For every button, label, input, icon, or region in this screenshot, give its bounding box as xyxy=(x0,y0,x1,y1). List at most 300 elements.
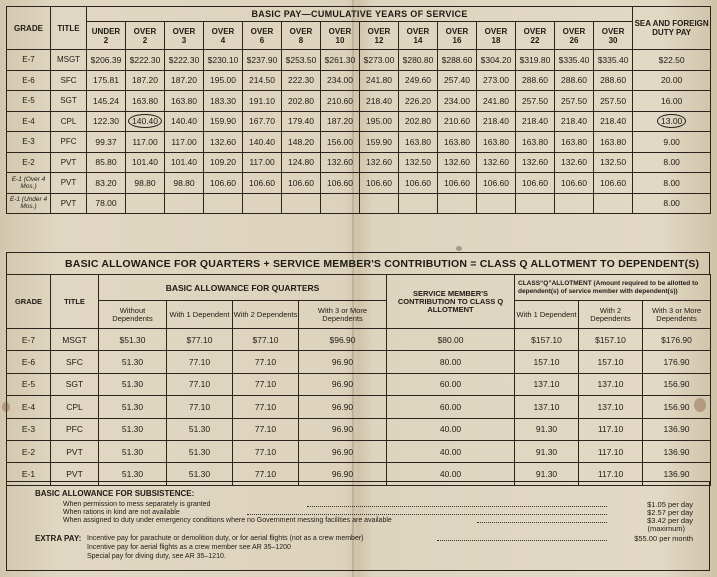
baq-title-cell: PVT xyxy=(51,440,99,462)
pay-value: 163.80 xyxy=(483,136,509,147)
extra-pay-label: EXTRA PAY: xyxy=(35,534,82,543)
baq-grade-cell: E-2 xyxy=(7,440,51,462)
pay-value-cell xyxy=(555,50,594,71)
pay-title-cell: PFC xyxy=(51,132,87,153)
pay-grade-cell: E-6 xyxy=(7,70,51,91)
pay-value-cell xyxy=(360,173,399,194)
pay-value: 101.40 xyxy=(171,157,197,168)
pay-value-cell xyxy=(87,91,126,112)
years-header-prefix: OVER xyxy=(406,26,430,36)
pay-value: 163.80 xyxy=(444,136,470,147)
pay-value-cell xyxy=(399,50,438,71)
pay-grade-cell: E-3 xyxy=(7,132,51,153)
extra-pay-line-amount: $55.00 per month xyxy=(634,534,693,543)
contrib-value-cell: 40.00 xyxy=(387,440,515,462)
pay-value: 241.80 xyxy=(483,95,509,106)
subsistence-line-amount: $3.42 per day xyxy=(647,516,693,525)
pay-value-cell xyxy=(282,193,321,214)
pay-value: 132.60 xyxy=(522,157,548,168)
pay-value: 132.60 xyxy=(561,157,587,168)
pay-value: 214.50 xyxy=(249,75,275,86)
years-header-prefix: OVER xyxy=(250,26,274,36)
extra-pay-line-text: Incentive pay for aerial flights as a crew member see AR 35–1200 xyxy=(87,544,291,551)
pay-value: 210.60 xyxy=(444,116,470,127)
pay-value: $206.39 xyxy=(90,54,122,65)
sea-pay-value: 8.00 xyxy=(663,177,680,188)
pay-value-cell xyxy=(165,91,204,112)
classq-value-cell: 91.30 xyxy=(515,463,579,485)
subsistence-line-amount: $2.57 per day xyxy=(647,508,693,517)
pay-value-cell xyxy=(438,152,477,173)
pay-value-cell xyxy=(438,111,477,132)
pay-value: 132.60 xyxy=(210,136,236,147)
years-header-cell xyxy=(126,22,165,50)
pay-value: 163.80 xyxy=(405,136,431,147)
subsistence-maximum: (maximum) xyxy=(647,524,685,533)
classq-value-cell: 91.30 xyxy=(515,440,579,462)
pay-value: 83.20 xyxy=(95,177,117,188)
contrib-value-cell: 80.00 xyxy=(387,351,515,373)
baq-value-cell: 77.10 xyxy=(167,396,233,418)
pay-value-cell xyxy=(516,132,555,153)
pay-value-cell xyxy=(126,70,165,91)
pay-value: 106.60 xyxy=(522,177,548,188)
pay-value: 106.60 xyxy=(561,177,587,188)
pay-grade-cell: E-1 (Over 4 Mos.) xyxy=(7,173,51,194)
baq-value-cell: 77.10 xyxy=(233,373,299,395)
years-header-number: 2 xyxy=(103,35,109,45)
pay-value: 202.80 xyxy=(288,95,314,106)
pay-value: 99.37 xyxy=(95,136,117,147)
years-header-number: 8 xyxy=(298,35,304,45)
baq-value-cell: 96.90 xyxy=(299,373,387,395)
years-header-number: 10 xyxy=(335,35,345,45)
pay-value: 106.60 xyxy=(366,177,392,188)
pay-value: 101.40 xyxy=(132,157,158,168)
pay-value: 122.30 xyxy=(93,116,119,127)
pay-value: $304.20 xyxy=(480,54,512,65)
leader-dots xyxy=(307,500,607,507)
contrib-value-cell: 40.00 xyxy=(387,418,515,440)
years-header-cell xyxy=(399,22,438,50)
pay-value-cell xyxy=(399,173,438,194)
years-header-cell xyxy=(321,22,360,50)
classq-col-header: With 3 or More Dependents xyxy=(643,301,711,329)
pay-value: 218.40 xyxy=(366,95,392,106)
pay-value: 175.81 xyxy=(93,75,119,86)
pay-value-cell xyxy=(165,173,204,194)
baq-col-header: With 2 Dependents xyxy=(233,301,299,329)
pay-value: 288.60 xyxy=(600,75,627,86)
pay-value-cell xyxy=(87,193,126,214)
pay-value: 117.00 xyxy=(171,136,197,147)
classq-value-cell: $157.10 xyxy=(515,329,579,351)
leader-dots xyxy=(437,534,607,541)
pay-value: 117.00 xyxy=(249,157,275,168)
subsistence-section xyxy=(6,481,710,571)
pay-value: 117.00 xyxy=(132,136,158,147)
pay-value: $222.30 xyxy=(168,54,200,65)
pay-value: 140.40 xyxy=(249,136,275,147)
pay-value-cell xyxy=(594,193,633,214)
years-header-cell xyxy=(87,22,126,50)
pay-title-cell: SGT xyxy=(51,91,87,112)
pay-grade-cell: E-1 (Under 4 Mos.) xyxy=(7,193,51,214)
baq-value-cell: 77.10 xyxy=(167,373,233,395)
pay-value-cell xyxy=(399,152,438,173)
pay-value: $335.40 xyxy=(597,54,629,65)
classq-value-cell: 117.10 xyxy=(579,440,643,462)
years-header-number: 2 xyxy=(142,35,148,45)
pay-value-cell xyxy=(204,193,243,214)
pay-value-cell xyxy=(555,152,594,173)
pay-value-cell xyxy=(516,50,555,71)
baq-value-cell: 51.30 xyxy=(99,463,167,485)
pay-value: 109.20 xyxy=(210,157,236,168)
baq-title-cell: CPL xyxy=(51,396,99,418)
pay-value-cell xyxy=(360,91,399,112)
subsistence-max-line xyxy=(7,524,707,533)
pay-value-cell xyxy=(165,111,204,132)
pay-title-cell: PVT xyxy=(51,152,87,173)
pay-value-cell xyxy=(360,111,399,132)
pay-value-cell xyxy=(321,111,360,132)
pay-value-cell xyxy=(321,70,360,91)
pay-value: 187.20 xyxy=(132,75,158,86)
sea-pay-value: 9.00 xyxy=(663,136,680,147)
pay-value-cell xyxy=(204,111,243,132)
pay-table-body xyxy=(7,50,711,214)
baq-value-cell: 77.10 xyxy=(167,351,233,373)
pay-value-cell xyxy=(282,173,321,194)
pay-value: $335.40 xyxy=(558,54,590,65)
pay-value-cell xyxy=(321,193,360,214)
baq-title-cell: MSGT xyxy=(51,329,99,351)
pay-value-cell xyxy=(243,91,282,112)
years-header-row xyxy=(7,22,711,50)
pay-value-cell xyxy=(360,193,399,214)
years-header-prefix: OVER xyxy=(601,26,625,36)
pay-value-cell xyxy=(126,173,165,194)
sea-pay-cell xyxy=(633,50,711,71)
pay-value-cell xyxy=(399,91,438,112)
pay-value-cell xyxy=(516,173,555,194)
pay-value: 106.60 xyxy=(288,177,314,188)
pay-value: $288.60 xyxy=(441,54,473,65)
pay-value: 106.60 xyxy=(483,177,509,188)
pay-value-cell xyxy=(477,91,516,112)
pay-row xyxy=(7,132,711,153)
classq-col-header: With 1 Dependent xyxy=(515,301,579,329)
years-header-number: 22 xyxy=(530,35,540,45)
pay-value-cell xyxy=(87,152,126,173)
pay-value-cell xyxy=(165,152,204,173)
pay-value-cell xyxy=(282,91,321,112)
pay-row xyxy=(7,193,711,214)
baq-header-title: TITLE xyxy=(51,275,99,329)
pay-value-cell xyxy=(477,132,516,153)
years-header-number: 14 xyxy=(413,35,423,45)
pay-value-cell xyxy=(516,91,555,112)
pay-value-cell xyxy=(360,70,399,91)
extra-pay-line-text: Incentive pay for parachute or demolition duty, or for aerial flights (not as a crew member) xyxy=(87,535,364,542)
pay-value-cell xyxy=(126,91,165,112)
pay-value-cell xyxy=(126,132,165,153)
pay-value-cell xyxy=(399,193,438,214)
baq-value-cell: $96.90 xyxy=(299,329,387,351)
years-header-number: 30 xyxy=(608,35,618,45)
pay-value-cell xyxy=(204,173,243,194)
pay-value: 288.60 xyxy=(561,75,587,86)
baq-title-cell: PFC xyxy=(51,418,99,440)
pay-value: 222.30 xyxy=(288,75,314,86)
baq-value-cell: 96.90 xyxy=(299,396,387,418)
pay-value-cell xyxy=(477,173,516,194)
baq-section-title: BASIC ALLOWANCE FOR QUARTERS + SERVICE MEMBER'S CONTRIBUTION = CLASS Q ALLOTMENT TO DEPENDENT(S) xyxy=(6,252,710,274)
pay-row xyxy=(7,50,711,71)
classq-value-cell: 137.10 xyxy=(515,373,579,395)
classq-value-cell: 136.90 xyxy=(643,418,711,440)
classq-value-cell: 137.10 xyxy=(515,396,579,418)
pay-value: 288.60 xyxy=(522,75,548,86)
baq-value-cell: 96.90 xyxy=(299,463,387,485)
baq-grade-cell: E-3 xyxy=(7,418,51,440)
pay-value: $237.90 xyxy=(246,54,278,65)
pay-value-cell xyxy=(87,173,126,194)
classq-value-cell: 91.30 xyxy=(515,418,579,440)
pay-value: 273.00 xyxy=(483,75,509,86)
pay-value: 195.00 xyxy=(210,75,236,86)
pay-value-cell xyxy=(594,173,633,194)
sea-pay-value: 8.00 xyxy=(663,198,680,209)
baq-row xyxy=(7,440,711,462)
pay-value-cell xyxy=(360,50,399,71)
pay-value: 132.60 xyxy=(327,157,353,168)
years-header-cell xyxy=(477,22,516,50)
pay-value-cell xyxy=(204,132,243,153)
pay-value: 159.90 xyxy=(366,136,392,147)
pay-value-cell xyxy=(126,152,165,173)
pay-title-cell: PVT xyxy=(51,173,87,194)
pay-value: 140.40 xyxy=(128,114,162,128)
pay-row xyxy=(7,70,711,91)
ink-spot xyxy=(456,246,462,251)
pay-value-cell xyxy=(477,111,516,132)
classq-value-cell: 157.10 xyxy=(579,351,643,373)
pay-value: 163.80 xyxy=(561,136,587,147)
pay-value: 85.80 xyxy=(95,157,117,168)
baq-subheader-row xyxy=(7,301,711,329)
pay-value: 163.80 xyxy=(171,95,197,106)
pay-value-cell xyxy=(360,152,399,173)
sea-pay-cell xyxy=(633,193,711,214)
baq-table-body xyxy=(7,329,711,486)
years-header-cell xyxy=(243,22,282,50)
rust-stain xyxy=(2,402,10,412)
classq-value-cell: 157.10 xyxy=(515,351,579,373)
years-header-number: 4 xyxy=(220,35,226,45)
classq-value-cell: 176.90 xyxy=(643,351,711,373)
pay-value: $222.30 xyxy=(129,54,161,65)
classq-value-cell: 136.90 xyxy=(643,440,711,462)
contrib-value-cell: 60.00 xyxy=(387,396,515,418)
years-header-cell xyxy=(438,22,477,50)
baq-row xyxy=(7,373,711,395)
pay-value: 132.60 xyxy=(483,157,509,168)
baq-value-cell: 96.90 xyxy=(299,351,387,373)
pay-value: 78.00 xyxy=(95,198,117,209)
pay-value-cell xyxy=(204,50,243,71)
pay-value-cell xyxy=(594,91,633,112)
pay-value: 132.50 xyxy=(405,157,431,168)
pay-value-cell xyxy=(594,132,633,153)
baq-row xyxy=(7,329,711,351)
extra-pay-line xyxy=(7,534,707,543)
sea-pay-value: 20.00 xyxy=(661,75,683,86)
pay-value: 257.40 xyxy=(444,75,470,86)
pay-value: $319.80 xyxy=(519,54,551,65)
baq-value-cell: $77.10 xyxy=(233,329,299,351)
years-header-prefix: OVER xyxy=(367,26,391,36)
pay-value: 124.80 xyxy=(288,157,314,168)
pay-value: 167.70 xyxy=(249,116,275,127)
baq-value-cell: 77.10 xyxy=(233,440,299,462)
baq-value-cell: 77.10 xyxy=(233,463,299,485)
sea-pay-value: 8.00 xyxy=(663,157,680,168)
pay-value: 218.40 xyxy=(600,116,627,127)
pay-value-cell xyxy=(516,111,555,132)
pay-value-cell xyxy=(399,132,438,153)
pay-value-cell xyxy=(165,50,204,71)
pay-value-cell xyxy=(243,193,282,214)
pay-row xyxy=(7,152,711,173)
pay-value-cell xyxy=(360,132,399,153)
pay-value: 210.60 xyxy=(327,95,353,106)
baq-header-main: BASIC ALLOWANCE FOR QUARTERS xyxy=(99,275,387,301)
years-header-cell xyxy=(204,22,243,50)
pay-value-cell xyxy=(87,111,126,132)
pay-header-title: TITLE xyxy=(51,7,87,50)
years-header-cell xyxy=(594,22,633,50)
baq-value-cell: $51.30 xyxy=(99,329,167,351)
pay-value-cell xyxy=(204,70,243,91)
years-header-number: 6 xyxy=(259,35,265,45)
pay-value-cell xyxy=(321,152,360,173)
pay-value: 132.60 xyxy=(366,157,392,168)
baq-grade-cell: E-1 xyxy=(7,463,51,485)
pay-value: 163.80 xyxy=(522,136,548,147)
years-header-number: 26 xyxy=(569,35,579,45)
classq-value-cell: $157.10 xyxy=(579,329,643,351)
pay-value-cell xyxy=(321,50,360,71)
years-header-prefix: OVER xyxy=(172,26,196,36)
sea-pay-cell xyxy=(633,152,711,173)
pay-value-cell xyxy=(243,152,282,173)
pay-value: 257.50 xyxy=(561,95,587,106)
pay-value: 156.00 xyxy=(327,136,353,147)
years-header-prefix: OVER xyxy=(523,26,547,36)
pay-title-cell: SFC xyxy=(51,70,87,91)
baq-value-cell: 51.30 xyxy=(99,396,167,418)
baq-col-header: With 1 Dependent xyxy=(167,301,233,329)
pay-value-cell xyxy=(321,132,360,153)
pay-value: 187.20 xyxy=(327,116,353,127)
pay-value-cell xyxy=(126,50,165,71)
pay-value: 163.80 xyxy=(132,95,158,106)
extra-pay-line-text: Special pay for diving duty, see AR 35–1210. xyxy=(87,553,226,560)
years-header-cell xyxy=(282,22,321,50)
pay-value: 234.00 xyxy=(327,75,353,86)
baq-grade-cell: E-5 xyxy=(7,373,51,395)
pay-value: 241.80 xyxy=(366,75,392,86)
pay-value: 106.60 xyxy=(249,177,275,188)
pay-value-cell xyxy=(555,70,594,91)
pay-value: 257.50 xyxy=(600,95,627,106)
baq-value-cell: 51.30 xyxy=(167,440,233,462)
pay-value: 163.80 xyxy=(600,136,627,147)
rust-stain xyxy=(694,398,706,412)
contrib-value-cell: 60.00 xyxy=(387,373,515,395)
years-header-prefix: OVER xyxy=(328,26,352,36)
baq-title-cell: PVT xyxy=(51,463,99,485)
years-header-cell xyxy=(165,22,204,50)
classq-value-cell: 137.10 xyxy=(579,373,643,395)
baq-value-cell: 77.10 xyxy=(233,418,299,440)
years-header-prefix: UNDER xyxy=(91,26,121,36)
classq-value-cell: 117.10 xyxy=(579,418,643,440)
leader-dots xyxy=(247,508,607,515)
pay-value-cell xyxy=(477,70,516,91)
pay-value-cell xyxy=(438,91,477,112)
pay-row xyxy=(7,173,711,194)
pay-value: 106.60 xyxy=(405,177,431,188)
contrib-value-cell: 40.00 xyxy=(387,463,515,485)
pay-value: 106.60 xyxy=(444,177,470,188)
baq-value-cell: 51.30 xyxy=(99,440,167,462)
pay-value-cell xyxy=(594,111,633,132)
baq-table xyxy=(6,274,711,486)
pay-value-cell xyxy=(516,193,555,214)
pay-value: $261.30 xyxy=(324,54,356,65)
pay-title-cell: PVT xyxy=(51,193,87,214)
pay-value: 106.60 xyxy=(600,177,627,188)
years-header-prefix: OVER xyxy=(211,26,235,36)
pay-value-cell xyxy=(555,91,594,112)
contrib-value-cell: $80.00 xyxy=(387,329,515,351)
pay-value: $280.80 xyxy=(402,54,434,65)
pay-value: 106.60 xyxy=(327,177,353,188)
years-header-number: 3 xyxy=(181,35,187,45)
classq-value-cell: 137.10 xyxy=(579,396,643,418)
pay-value-cell xyxy=(321,173,360,194)
baq-row xyxy=(7,351,711,373)
pay-value-cell xyxy=(555,173,594,194)
pay-value: $253.50 xyxy=(285,54,317,65)
pay-value: 249.60 xyxy=(405,75,431,86)
pay-grade-cell: E-7 xyxy=(7,50,51,71)
baq-title-cell: SFC xyxy=(51,351,99,373)
pay-value-cell xyxy=(165,70,204,91)
years-header-prefix: OVER xyxy=(484,26,508,36)
extra-pay-line xyxy=(7,552,707,561)
pay-value-cell xyxy=(438,132,477,153)
pay-value: 234.00 xyxy=(444,95,470,106)
subsistence-line-amount: $1.05 per day xyxy=(647,500,693,509)
pay-value-cell xyxy=(282,50,321,71)
classq-value-cell: 136.90 xyxy=(643,463,711,485)
years-header-cell xyxy=(360,22,399,50)
pay-value: 159.90 xyxy=(210,116,236,127)
